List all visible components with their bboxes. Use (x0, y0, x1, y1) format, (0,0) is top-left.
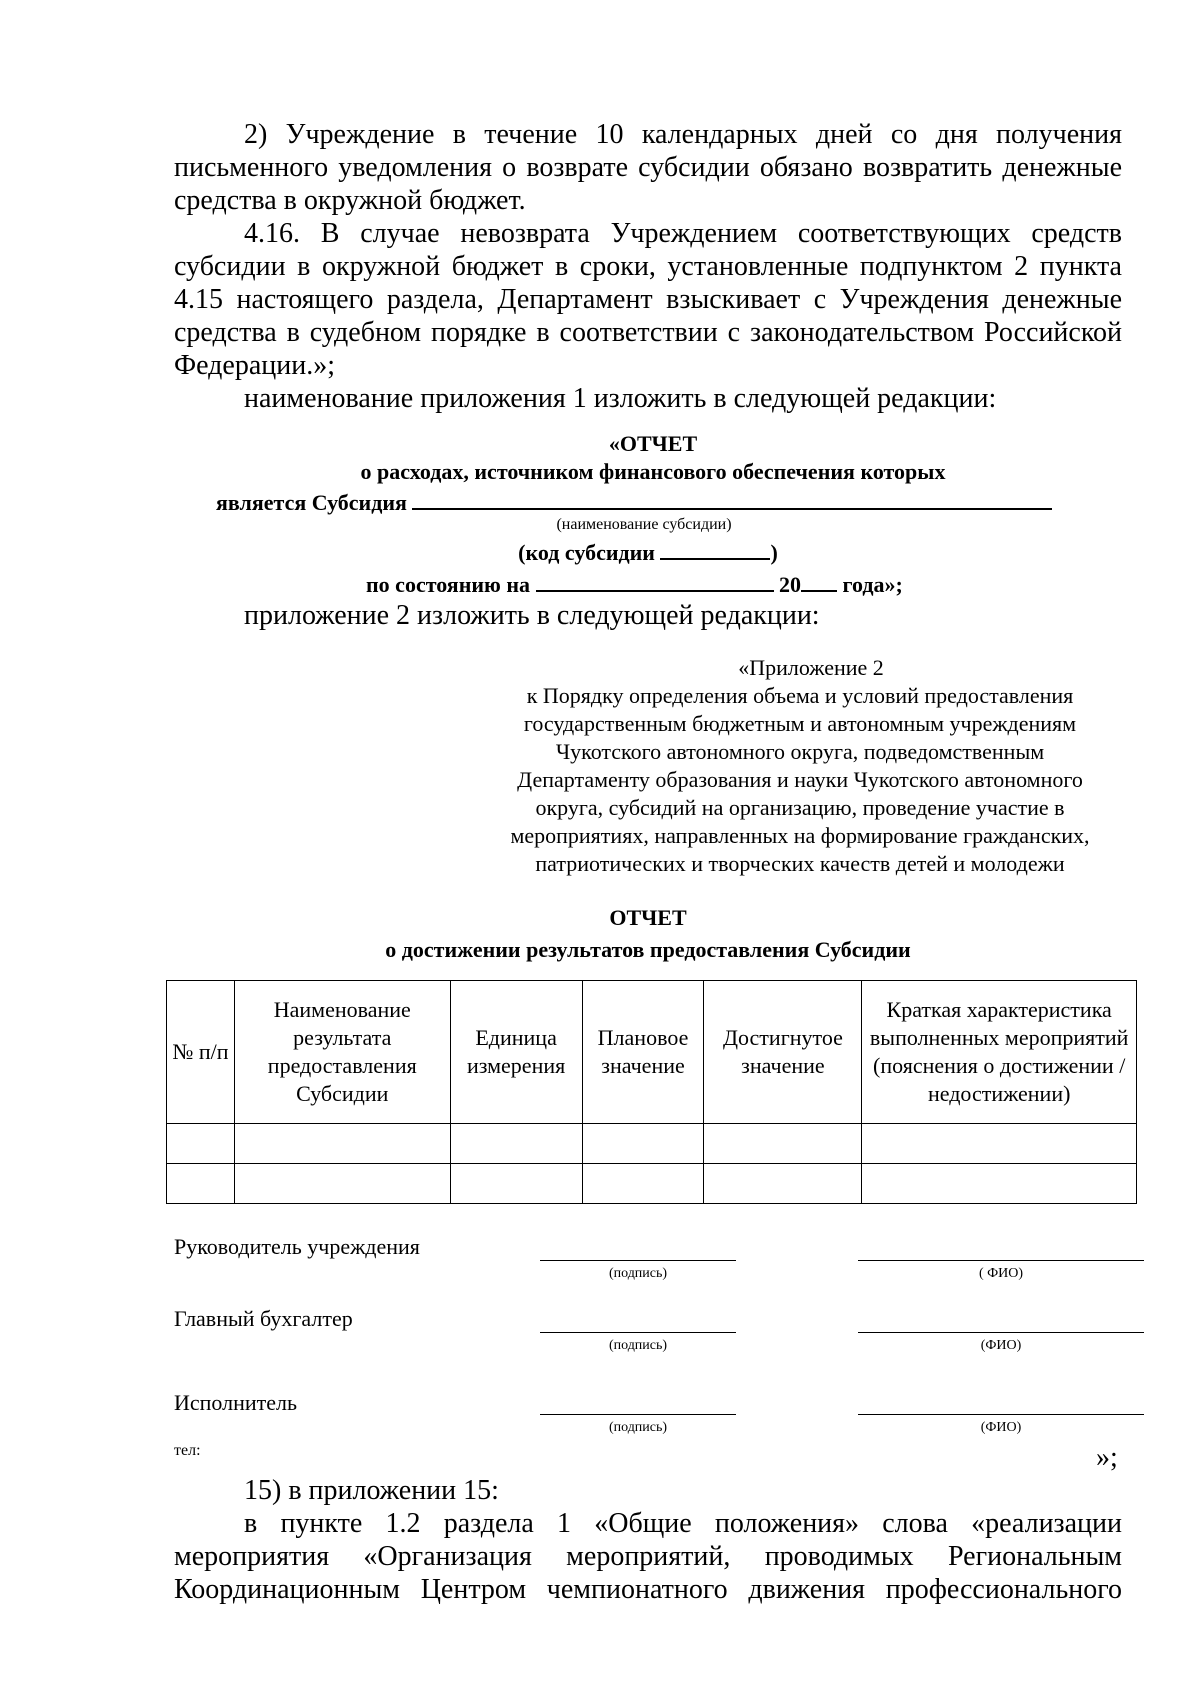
table-cell (862, 1164, 1137, 1204)
report1-state-line (366, 568, 903, 599)
fio-line (858, 1260, 1144, 1261)
appendix2-line: мероприятиях, направленных на формирование гражданских, (510, 823, 1090, 848)
column-header: Краткая характеристика выполненных мероприятий (пояснения о достижении / недостижении) (862, 981, 1137, 1124)
table-header-row (167, 981, 1137, 1124)
report1-state-year: 20 (779, 572, 802, 597)
paragraph-item-15: 15) в приложении 15: (244, 1475, 499, 1506)
table-cell (234, 1164, 450, 1204)
table-cell (167, 1124, 235, 1164)
column-header: Плановое значение (582, 981, 704, 1124)
report1-title (174, 430, 1122, 486)
results-table (166, 980, 1137, 1204)
table-cell (862, 1124, 1137, 1164)
report1-state-suffix: года»; (842, 572, 903, 597)
appendix2-line: патриотических и творческих качеств детей и молодежи (535, 851, 1065, 876)
table-cell (704, 1124, 862, 1164)
column-header: № п/п (167, 981, 235, 1124)
table-row (167, 1164, 1137, 1204)
fio-line (858, 1414, 1144, 1415)
report1-code-prefix: (код субсидии (518, 540, 655, 565)
table-row (167, 1124, 1137, 1164)
table-cell (234, 1124, 450, 1164)
fio-caption: (ФИО) (980, 1338, 1022, 1353)
body-text-top (174, 118, 1122, 415)
table-cell (704, 1164, 862, 1204)
signature-accountant-label: Главный бухгалтер (174, 1306, 353, 1331)
table-cell (450, 1124, 582, 1164)
column-header: Наименование результата предоставления Субсидии (234, 981, 450, 1124)
fio-caption: (ФИО) (980, 1420, 1022, 1435)
report2-title-block (174, 904, 1122, 964)
appendix2-line: Департаменту образования и науки Чукотского автономного (517, 767, 1083, 792)
body-text-bottom (174, 1474, 1122, 1606)
signature-caption: (подпись) (608, 1420, 668, 1435)
fio-line (858, 1332, 1144, 1333)
paragraph-appendix1-name: наименование приложения 1 изложить в следующей редакции: (244, 383, 997, 414)
table-cell (582, 1124, 704, 1164)
appendix2-title: «Приложение 2 (738, 655, 884, 680)
closing-quote: »; (1096, 1442, 1118, 1473)
appendix2-line: государственным бюджетным и автономным учреждениям (523, 711, 1077, 736)
signature-head-label: Руководитель учреждения (174, 1234, 420, 1259)
appendix2-header (460, 654, 1140, 878)
date-blank (536, 568, 774, 592)
report1-code-suffix: ) (770, 540, 778, 565)
table-cell (167, 1164, 235, 1204)
signature-executor-label: Исполнитель (174, 1390, 298, 1415)
signature-caption: (подпись) (608, 1338, 668, 1353)
report2-subtitle: о достижении результатов предоставления Субсидии (385, 937, 911, 962)
signature-caption: (подпись) (608, 1266, 668, 1281)
year-blank (801, 568, 837, 592)
phone-label: тел: (174, 1442, 201, 1459)
report1-subsidy-line (216, 486, 1052, 517)
column-header: Достигнутое значение (704, 981, 862, 1124)
paragraph-4-16: 4.16. В случае невозврата Учреждением соответствующих средств субсидии в окружной бюджет в сроки, установленные подпунктом 2 пункта 4.15 настоящего раздела, Департамент взыскивает с Учреждения денежные средства в судебном порядке в соответствии с законодательством Российской Федерации.»; (174, 218, 1122, 381)
subsidy-name-blank (412, 486, 1052, 510)
appendix2-line: к Порядку определения объема и условий предоставления (526, 683, 1074, 708)
report1-state-prefix: по состоянию на (366, 572, 531, 597)
report2-title: ОТЧЕТ (609, 905, 687, 930)
subsidy-name-caption: (наименование субсидии) (556, 516, 732, 533)
report1-line1: «ОТЧЕТ (608, 431, 698, 456)
signature-line (540, 1260, 736, 1261)
report1-line2: о расходах, источником финансового обеспечения которых (360, 459, 946, 484)
report1-code-line (174, 536, 1122, 567)
appendix2-line: Чукотского автономного округа, подведомственным (555, 739, 1045, 764)
table-cell (582, 1164, 704, 1204)
paragraph-item-1-2: в пункте 1.2 раздела 1 «Общие положения» слова «реализации мероприятия «Организация мероприятий, проводимых Региональным Координационным Центром чемпионатного движения профессионального (174, 1508, 1122, 1605)
signature-line (540, 1332, 736, 1333)
paragraph-item-2: 2) Учреждение в течение 10 календарных дней со дня получения письменного уведомления о возврате субсидии обязано возвратить денежные средства в окружной бюджет. (174, 119, 1122, 216)
appendix2-line: округа, субсидий на организацию, проведение участие в (535, 795, 1065, 820)
subsidy-code-blank (660, 536, 770, 560)
signature-line (540, 1414, 736, 1415)
table-cell (450, 1164, 582, 1204)
paragraph-appendix2: приложение 2 изложить в следующей редакции: (244, 600, 820, 631)
report1-line3: является Субсидия (216, 490, 407, 515)
fio-caption: ( ФИО) (978, 1266, 1024, 1281)
column-header: Единица измерения (450, 981, 582, 1124)
